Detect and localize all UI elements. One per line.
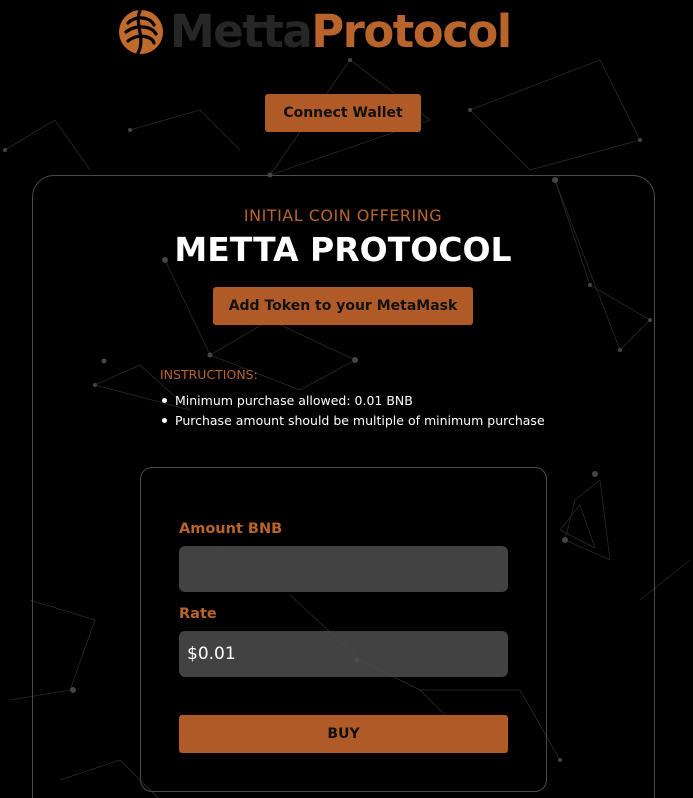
ico-subtitle: INITIAL COIN OFFERING bbox=[243, 206, 443, 225]
ico-title: METTA PROTOCOL bbox=[174, 230, 512, 269]
amount-bnb-input[interactable] bbox=[179, 546, 508, 592]
metta-swirl-logo-icon bbox=[116, 5, 166, 59]
brand-word-1: Metta bbox=[170, 5, 312, 58]
instruction-item: Minimum purchase allowed: 0.01 BNB bbox=[160, 392, 545, 412]
add-token-metamask-button[interactable]: Add Token to your MetaMask bbox=[213, 287, 473, 325]
instructions-label: INSTRUCTIONS: bbox=[160, 367, 258, 382]
amount-bnb-label: Amount BNB bbox=[179, 521, 283, 537]
rate-label: Rate bbox=[179, 606, 217, 622]
brand-word-2: Protocol bbox=[311, 5, 511, 58]
brand-wordmark bbox=[170, 2, 511, 62]
rate-input[interactable] bbox=[179, 631, 508, 677]
buy-button[interactable]: BUY bbox=[179, 715, 508, 753]
brand-logo[interactable] bbox=[116, 2, 511, 62]
instructions-list bbox=[160, 392, 545, 432]
instruction-item: Purchase amount should be multiple of minimum purchase bbox=[160, 412, 545, 432]
connect-wallet-button[interactable]: Connect Wallet bbox=[265, 94, 421, 132]
